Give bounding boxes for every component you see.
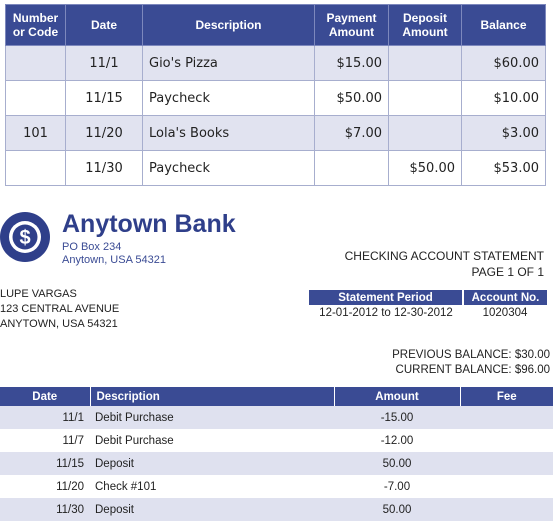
transactions-table xyxy=(0,387,553,521)
table-row xyxy=(6,81,546,116)
txn-fee xyxy=(460,406,553,429)
bank-name: Anytown Bank xyxy=(62,210,236,238)
txn-fee xyxy=(460,498,553,521)
register-date: 11/1 xyxy=(66,46,143,81)
register-header-date: Date xyxy=(66,5,143,46)
register-number xyxy=(6,46,66,81)
register-number: 101 xyxy=(6,116,66,151)
txn-amount: 50.00 xyxy=(334,452,460,475)
txn-header-fee: Fee xyxy=(460,387,553,406)
txn-fee xyxy=(460,475,553,498)
txn-header-description: Description xyxy=(90,387,334,406)
register-header-number: Number or Code xyxy=(6,5,66,46)
register-payment: $50.00 xyxy=(315,81,389,116)
register-payment: $15.00 xyxy=(315,46,389,81)
table-row xyxy=(0,452,553,475)
register-balance: $53.00 xyxy=(462,151,546,186)
customer-city: ANYTOWN, USA 54321 xyxy=(0,318,118,330)
bank-address xyxy=(62,241,166,267)
customer-street: 123 CENTRAL AVENUE xyxy=(0,303,120,315)
bank-address-line2: Anytown, USA 54321 xyxy=(62,254,166,266)
txn-date: 11/30 xyxy=(0,498,90,521)
statement-title: CHECKING ACCOUNT STATEMENT xyxy=(344,249,544,263)
txn-date: 11/15 xyxy=(0,452,90,475)
register-deposit xyxy=(389,46,462,81)
register-deposit xyxy=(389,81,462,116)
period-header: Statement Period xyxy=(309,290,463,305)
register-date: 11/30 xyxy=(66,151,143,186)
previous-balance: PREVIOUS BALANCE: $30.00 xyxy=(392,349,550,361)
current-balance: CURRENT BALANCE: $96.00 xyxy=(395,364,550,376)
register-header-balance: Balance xyxy=(462,5,546,46)
period-value: 12-01-2012 to 12-30-2012 xyxy=(319,307,453,319)
register-number xyxy=(6,151,66,186)
register-header-payment: Payment Amount xyxy=(315,5,389,46)
txn-description: Deposit xyxy=(90,452,334,475)
balance-summary xyxy=(392,348,550,378)
register-deposit: $50.00 xyxy=(389,151,462,186)
register-date: 11/15 xyxy=(66,81,143,116)
check-register-table xyxy=(5,4,546,186)
txn-amount: -12.00 xyxy=(380,434,414,447)
table-row xyxy=(0,429,553,452)
svg-text:$: $ xyxy=(19,227,31,249)
register-deposit xyxy=(389,116,462,151)
txn-description: Debit Purchase xyxy=(95,434,174,447)
register-description: Paycheck xyxy=(143,81,315,116)
bank-address-line1: PO Box 234 xyxy=(62,241,122,253)
txn-description: Deposit xyxy=(90,498,334,521)
statement-period-table xyxy=(309,290,547,321)
txn-amount: -7.00 xyxy=(383,480,411,493)
table-row xyxy=(6,46,546,81)
register-description: Lola's Books xyxy=(143,116,315,151)
txn-date: 11/20 xyxy=(56,480,84,493)
register-date: 11/20 xyxy=(66,116,143,151)
register-header-description: Description xyxy=(143,5,315,46)
dollar-sign-icon xyxy=(0,210,52,264)
register-balance: $10.00 xyxy=(462,81,546,116)
register-balance: $60.00 xyxy=(462,46,546,81)
register-description: Paycheck xyxy=(143,151,315,186)
table-row xyxy=(0,475,553,498)
register-payment: $7.00 xyxy=(315,116,389,151)
transactions-header-row xyxy=(0,387,553,406)
txn-amount: -15.00 xyxy=(334,406,460,429)
txn-header-amount: Amount xyxy=(334,387,460,406)
txn-amount: 50.00 xyxy=(334,498,460,521)
register-payment xyxy=(315,151,389,186)
customer-address xyxy=(0,287,119,332)
table-row xyxy=(0,406,553,429)
register-header-row xyxy=(6,5,546,46)
table-row xyxy=(6,151,546,186)
table-row xyxy=(0,498,553,521)
txn-description: Debit Purchase xyxy=(90,406,334,429)
txn-date: 11/7 xyxy=(62,434,84,447)
register-number xyxy=(6,81,66,116)
register-balance: $3.00 xyxy=(462,116,546,151)
register-header-deposit: Deposit Amount xyxy=(389,5,462,46)
account-header: Account No. xyxy=(463,290,547,305)
txn-header-date: Date xyxy=(0,387,90,406)
register-description: Gio's Pizza xyxy=(143,46,315,81)
txn-description: Check #101 xyxy=(95,480,157,493)
txn-fee xyxy=(460,452,553,475)
txn-date: 11/1 xyxy=(0,406,90,429)
account-value: 1020304 xyxy=(482,307,528,319)
statement-heading xyxy=(345,248,544,280)
table-row xyxy=(6,116,546,151)
customer-name: LUPE VARGAS xyxy=(0,288,77,300)
txn-fee xyxy=(460,429,553,452)
statement-page: PAGE 1 OF 1 xyxy=(471,265,544,279)
